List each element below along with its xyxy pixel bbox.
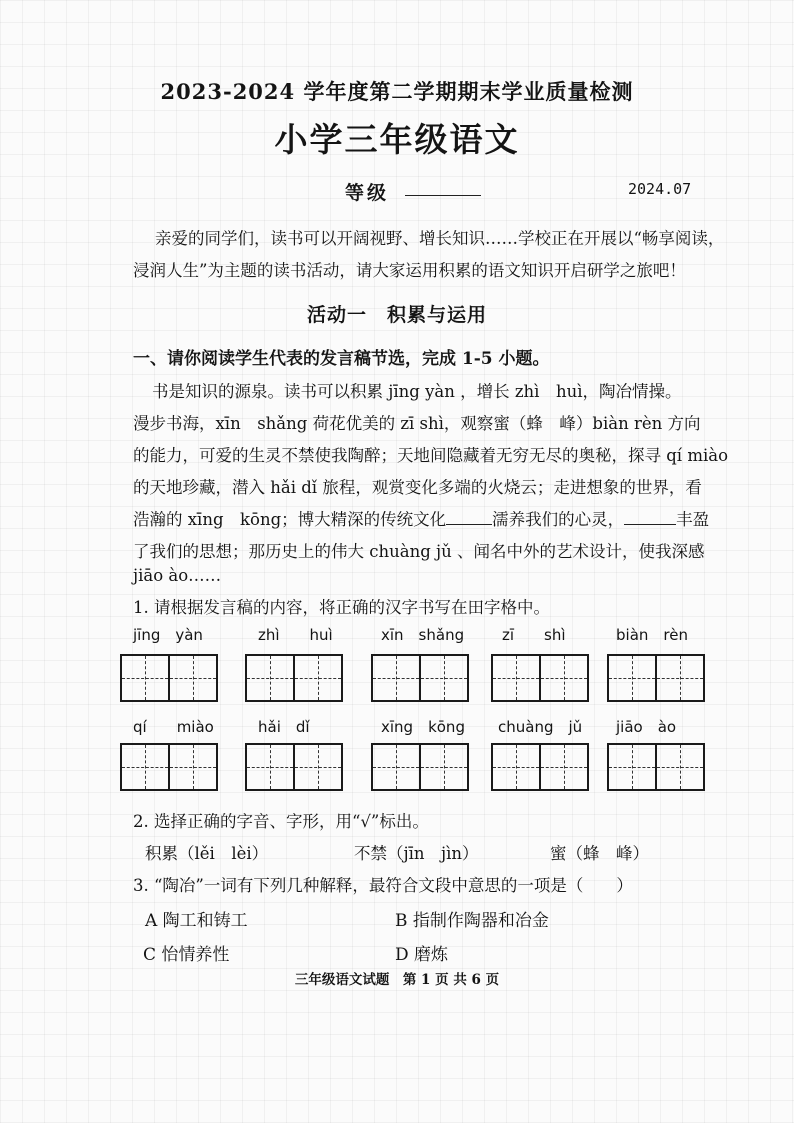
q3-option-c[interactable]: C 怡情养性 <box>143 945 230 965</box>
passage-line-6: 了我们的思想；那历史上的伟大 chuàng jǔ 、闻名中外的艺术设计，使我深感 <box>133 542 705 561</box>
passage-line-3: 的能力，可爱的生灵不禁使我陶醉；天地间隐藏着无穷无尽的奥秘，探寻 qí miào <box>133 446 729 465</box>
answer-blank-2[interactable] <box>624 510 676 525</box>
tianzige-cell[interactable] <box>609 745 657 789</box>
pinyin-label: zhì huì <box>258 626 333 644</box>
tianzige-cell[interactable] <box>541 656 587 700</box>
tianzige-cell[interactable] <box>170 745 216 789</box>
pinyin-label: hǎi dǐ <box>258 718 310 736</box>
tianzige-cell[interactable] <box>493 745 541 789</box>
q3-text: 3. “陶冶”一词有下列几种解释，最符合文段中意思的一项是（ ） <box>133 876 633 895</box>
tianzige-cell[interactable] <box>609 656 657 700</box>
intro-line-1: 亲爱的同学们，读书可以开阔视野、增长知识……学校正在开展以“畅享阅读， <box>155 229 725 248</box>
activity-heading: 活动一 积累与运用 <box>306 304 487 326</box>
pinyin-label: zī shì <box>502 626 566 644</box>
q2-text: 2. 选择正确的字音、字形，用“√”标出。 <box>133 812 429 831</box>
pinyin-label: xīng kōng <box>381 718 465 736</box>
passage-line-7: jiāo ào…… <box>133 566 222 585</box>
q3-option-a[interactable]: A 陶工和铸工 <box>145 911 248 931</box>
grade-blank-line <box>405 195 481 196</box>
q2-option-1[interactable]: 积累（lěi lèi） <box>145 844 269 863</box>
q2-option-2[interactable]: 不禁（jīn jìn） <box>354 844 479 863</box>
passage-line-5-part-a: 浩瀚的 xīng kōng；博大精深的传统文化 <box>133 510 447 529</box>
pinyin-label: chuàng jǔ <box>498 718 583 736</box>
tianzige-cell[interactable] <box>295 656 341 700</box>
grade-label: 等级 <box>345 182 390 204</box>
tianzige-cell[interactable] <box>493 656 541 700</box>
page-footer: 三年级语文试题 第 1 页 共 6 页 <box>294 972 500 988</box>
tianzige-box[interactable] <box>120 743 218 791</box>
tianzige-box[interactable] <box>371 654 469 702</box>
tianzige-cell[interactable] <box>170 656 216 700</box>
pinyin-label: jiāo ào <box>616 718 677 736</box>
pinyin-label: xīn shǎng <box>381 626 465 644</box>
tianzige-cell[interactable] <box>541 745 587 789</box>
tianzige-cell[interactable] <box>421 656 467 700</box>
exam-subtitle: 小学三年级语文 <box>274 120 520 159</box>
tianzige-cell[interactable] <box>421 745 467 789</box>
q1-text: 1. 请根据发言稿的内容，将正确的汉字书写在田字格中。 <box>133 598 550 617</box>
passage-line-5-part-c: 丰盈 <box>676 510 710 529</box>
tianzige-cell[interactable] <box>295 745 341 789</box>
passage-line-2: 漫步书海，xīn shǎng 荷花优美的 zī shì，观察蜜（蜂 峰）biàn rèn 方向 <box>133 414 701 433</box>
passage-line-5-part-b: 濡养我们的心灵， <box>492 510 625 529</box>
tianzige-cell[interactable] <box>373 745 421 789</box>
tianzige-cell[interactable] <box>247 656 295 700</box>
pinyin-label: qí miào <box>133 718 214 736</box>
exam-title: 2023-2024 学年度第二学期期末学业质量检测 <box>160 79 634 104</box>
tianzige-box[interactable] <box>245 743 343 791</box>
tianzige-box[interactable] <box>491 654 589 702</box>
answer-blank-1[interactable] <box>446 510 492 525</box>
pinyin-label: biàn rèn <box>616 626 688 644</box>
tianzige-cell[interactable] <box>373 656 421 700</box>
passage-line-1: 书是知识的源泉。读书可以积累 jīng yàn ，增长 zhì huì，陶冶情操。 <box>152 382 682 401</box>
tianzige-box[interactable] <box>491 743 589 791</box>
q3-option-d[interactable]: D 磨炼 <box>395 945 449 965</box>
tianzige-box[interactable] <box>607 743 705 791</box>
q2-option-3[interactable]: 蜜（蜂 峰） <box>550 844 649 863</box>
tianzige-box[interactable] <box>371 743 469 791</box>
exam-date: 2024.07 <box>628 180 692 198</box>
passage-line-4: 的天地珍藏，潜入 hǎi dǐ 旅程，观赏变化多端的火烧云；走进想象的世界，看 <box>133 478 702 497</box>
tianzige-cell[interactable] <box>122 656 170 700</box>
q3-option-b[interactable]: B 指制作陶器和冶金 <box>395 911 549 931</box>
tianzige-box[interactable] <box>245 654 343 702</box>
intro-line-2: 浸润人生”为主题的读书活动，请大家运用积累的语文知识开启研学之旅吧！ <box>133 261 686 280</box>
tianzige-cell[interactable] <box>657 656 703 700</box>
tianzige-cell[interactable] <box>657 745 703 789</box>
tianzige-box[interactable] <box>607 654 705 702</box>
tianzige-cell[interactable] <box>247 745 295 789</box>
section1-heading: 一、请你阅读学生代表的发言稿节选，完成 1-5 小题。 <box>133 349 550 369</box>
tianzige-box[interactable] <box>120 654 218 702</box>
tianzige-cell[interactable] <box>122 745 170 789</box>
pinyin-label: jīng yàn <box>133 626 203 644</box>
passage-line-5 <box>133 506 709 530</box>
